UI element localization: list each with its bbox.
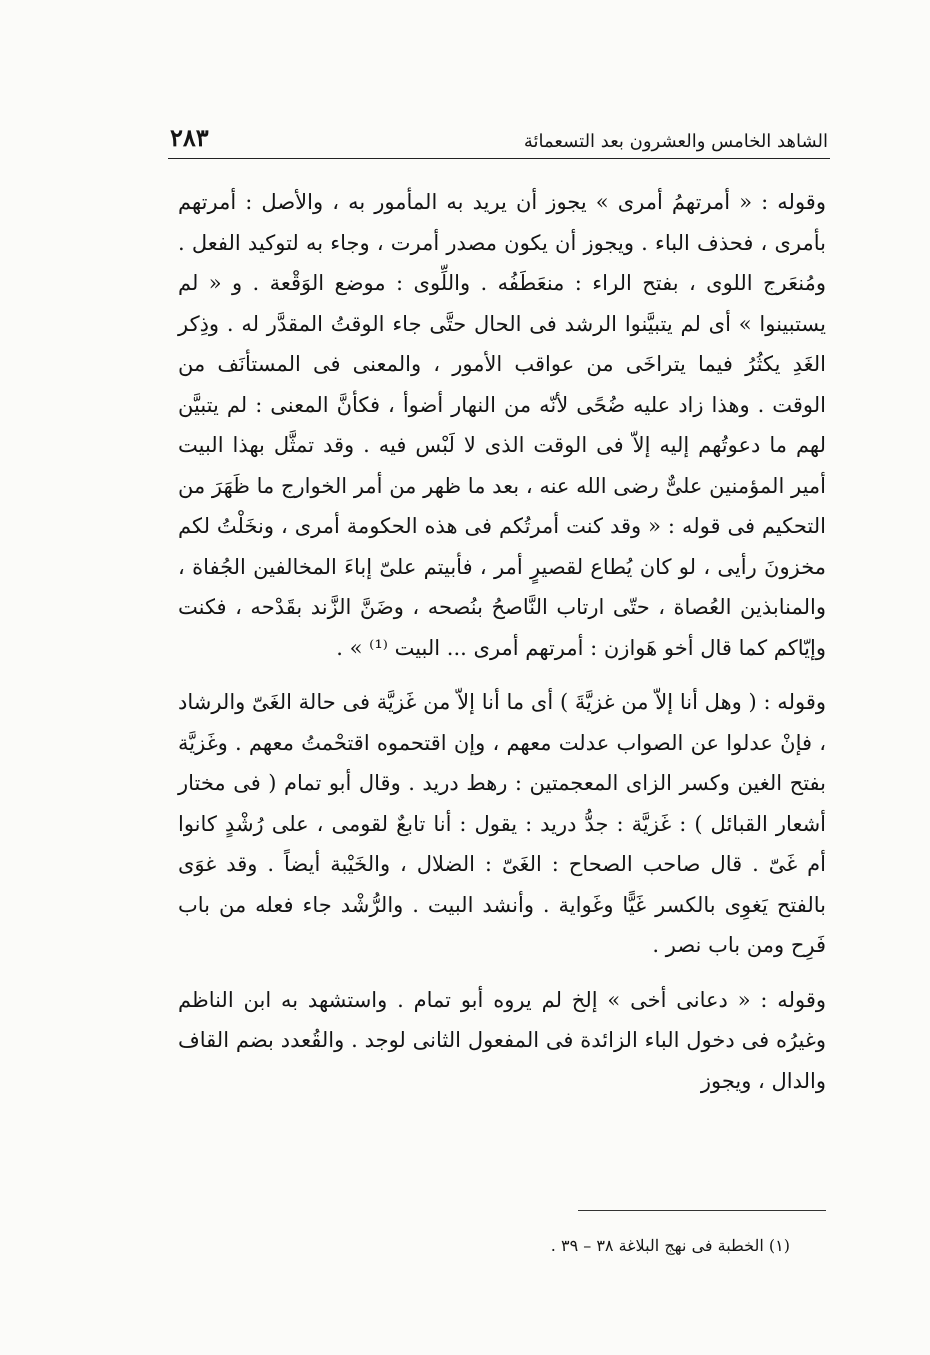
footnote: (١) الخطبة فى نهج البلاغة ٣٨ – ٣٩ . xyxy=(550,1236,790,1255)
paragraph: وقوله : « أمرتهمُ أمرى » يجوز أن يريد به المأمور به ، والأصل : أمرتهم بأمرى ، فحذف الباء . ويجوز أن يكون مصدر أمرت ، وجاء به لتوكيد الفعل . ومُنعَرج اللوى ، بفتح الراء : منعَطَفُه . واللِّوى : موضع الوَقْعة . و « لم يستبينوا » أى لم يتبيَّنوا الرشد فى الحال حتَّى جاء الوقتُ المقدَّر له . وذِكر الغَدِ يكثُرُ فيما يتراخَى من عواقب الأمور ، والمعنى فى المستأنَف من الوقت . وهذا زاد عليه ضُحًى لأنّه من النهار أضوأ ، فكأنَّ المعنى : لم يتبيَّن لهم ما دعوتُهم إليه إلاّ فى الوقت الذى لا لَبْس فيه . وقد تمثَّل بهذا البيت أمير المؤمنين علىٌّ رضى الله عنه ، بعد ما ظهر من أمر الخوارج ما ظَهَرَ من التحكيم فى قوله : « وقد كنت أمرتُكم فى هذه الحكومة أمرى ، ونخَلْتُ لكم مخزونَ رأيى ، لو كان يُطاع لقصيرٍ أمر ، فأبيتم علىّ إباءَ المخالفين الجُفاة ، والمنابذين العُصاة ، حتّى ارتاب النَّاصحُ بنُصحه ، وضَنَّ الزَّند بقَدْحه ، فكنت وإيّاكم كما قال أخو هَوازن : أمرتهم أمرى ... البيت ⁽¹⁾ » . xyxy=(178,190,826,660)
paragraph: وقوله : ( وهل أنا إلاّ من غزيَّةَ ) أى ما أنا إلاّ من غَزيَّة فى حالة الغَىّ والرشاد ، فإنْ عدلوا عن الصواب عدلت معهم ، وإن اقتحموه اقتحْمتُ معهم . وغَزيَّة بفتح الغين وكسر الزاى المعجمتين : رهط دريد . وقال أبو تمام ( فى مختار أشعار القبائل ) : غَزيَّة : جدُّ دريد : يقول : أنا تابعٌ لقومى ، على رُشْدٍ كانوا أم غَىّ . قال صاحب الصحاح : الغَىّ : الضلال ، والخَيْبة أيضاً . وقد غوَى بالفتح يَغوِى بالكسر غَيًّا وغَواية . وأنشد البيت . والرُّشْد جاء فعله من باب فَرِح ومن باب نصر . xyxy=(178,690,826,957)
paragraph: وقوله : « دعانى أخى » إلخ لم يروه أبو تمام . واستشهد به ابن الناظم وغيرُه فى دخول الباء الزائدة فى المفعول الثانى لوجد . والقُعدد بضم القاف والدال ، ويجوز xyxy=(178,987,826,1093)
header-divider xyxy=(168,158,830,159)
running-title: الشاهد الخامس والعشرون بعد التسعمائة xyxy=(523,131,828,152)
page-header xyxy=(170,112,828,152)
main-text xyxy=(178,182,826,1115)
page-number: ٢٨٣ xyxy=(170,123,209,152)
footnote-divider xyxy=(578,1210,826,1211)
